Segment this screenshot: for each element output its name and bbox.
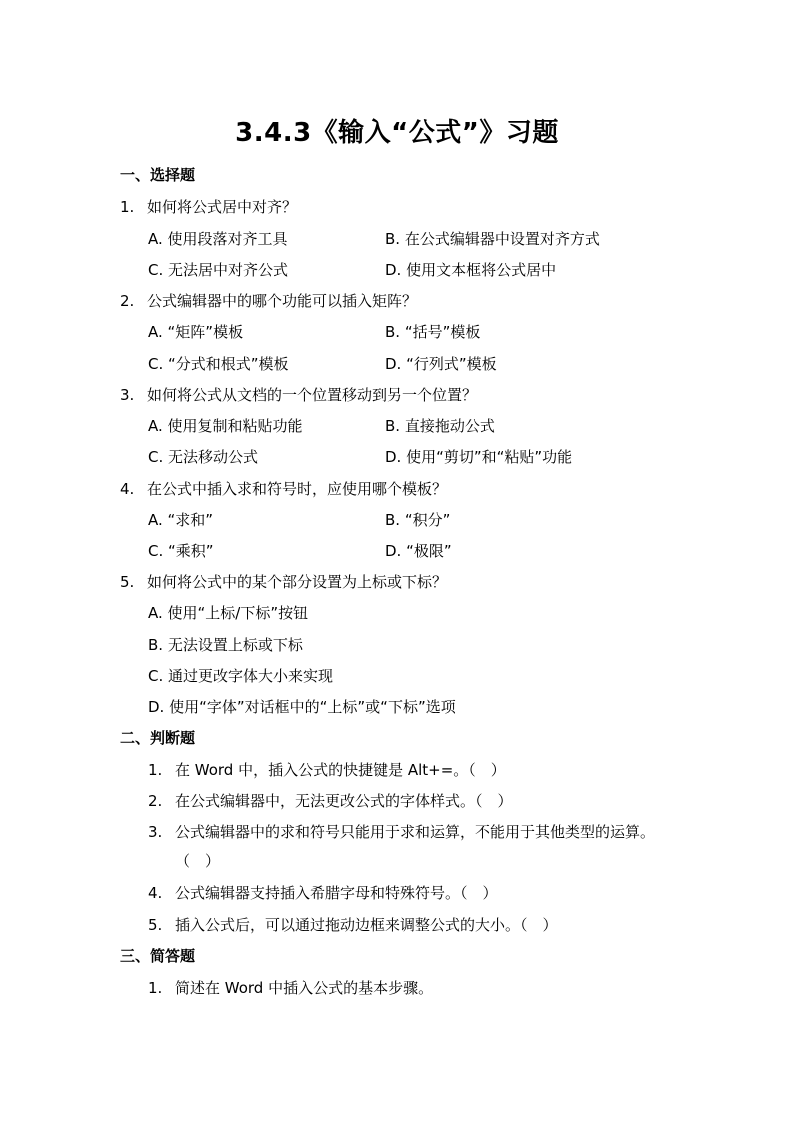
question-text: 公式编辑器中的求和符号只能用于求和运算，不能用于其他类型的运算。 [175,823,656,841]
option-a: A. “矩阵”模板 [148,323,244,341]
option-c: C. “乘积” [148,542,214,560]
option-d: D. 使用“字体”对话框中的“上标”或“下标”选项 [148,698,456,716]
option-c: C. 无法居中对齐公式 [148,261,289,279]
question-text: 在公式中插入求和符号时，应使用哪个模板？ [147,480,448,498]
question-number: 3. [120,386,135,404]
question-text: 在公式编辑器中，无法更改公式的字体样式。（ ） [175,792,513,810]
question-number: 4. [148,884,163,902]
choice-question [120,196,297,217]
short-question [148,977,433,998]
judge-question [148,914,558,935]
option-a: A. “求和” [148,511,214,529]
option-b: B. 无法设置上标或下标 [148,636,303,654]
judge-question-continuation: （ ） [175,852,221,870]
judge-question [148,821,655,842]
choice-question [120,571,447,592]
option-b: B. 在公式编辑器中设置对齐方式 [385,230,600,248]
question-text: 如何将公式从文档的一个位置移动到另一个位置？ [147,386,478,404]
judge-question [148,882,498,903]
question-text: 简述在 Word 中插入公式的基本步骤。 [175,979,434,997]
option-a: A. 使用“上标/下标”按钮 [148,604,309,622]
section-heading-choice: 一、选择题 [120,166,196,184]
question-number: 1. [148,761,163,779]
option-c: C. “分式和根式”模板 [148,355,289,373]
option-d: D. 使用“剪切”和“粘贴”功能 [385,448,573,466]
option-b: B. “括号”模板 [385,323,481,341]
choice-question [120,384,477,405]
option-d: D. “极限” [385,542,452,560]
question-number: 2. [120,292,135,310]
option-c: C. 通过更改字体大小来实现 [148,667,334,685]
option-c: C. 无法移动公式 [148,448,259,466]
question-number: 1. [148,979,163,997]
question-text: 插入公式后，可以通过拖动边框来调整公式的大小。（ ） [175,916,558,934]
judge-question [148,759,506,780]
section-heading-short: 三、简答题 [120,947,196,965]
question-number: 2. [148,792,163,810]
option-d: D. 使用文本框将公式居中 [385,261,557,279]
question-text: 公式编辑器支持插入希腊字母和特殊符号。（ ） [175,884,498,902]
judge-question [148,790,513,811]
option-a: A. 使用段落对齐工具 [148,230,288,248]
option-b: B. 直接拖动公式 [385,417,495,435]
question-number: 1. [120,198,135,216]
choice-question [120,290,417,311]
question-number: 4. [120,480,135,498]
question-text: 如何将公式中的某个部分设置为上标或下标？ [147,573,448,591]
option-a: A. 使用复制和粘贴功能 [148,417,303,435]
question-text: 如何将公式居中对齐？ [147,198,298,216]
choice-question [120,478,447,499]
question-text: 公式编辑器中的哪个功能可以插入矩阵？ [147,292,418,310]
section-heading-judge: 二、判断题 [120,729,196,747]
question-text: 在 Word 中，插入公式的快捷键是 Alt+=。（ ） [175,761,506,779]
question-number: 3. [148,823,163,841]
option-d: D. “行列式”模板 [385,355,497,373]
question-number: 5. [148,916,163,934]
option-b: B. “积分” [385,511,451,529]
page-title: 3.4.3《输入“公式”》习题 [235,118,559,148]
question-number: 5. [120,573,135,591]
